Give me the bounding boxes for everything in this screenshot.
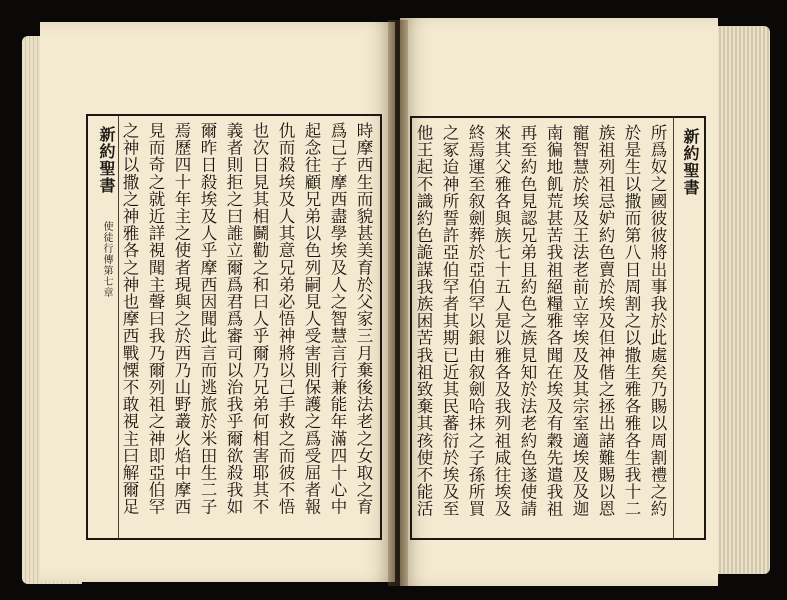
text-column: 爲己子摩西盡學埃及人之智慧言行兼能年滿四十心中: [328, 122, 347, 516]
left-spine-label: [90, 126, 118, 536]
text-column: 爾昨日殺埃及人乎摩西因聞此言而逃旅於米田生二子: [198, 122, 217, 516]
left-book-title: 新約聖書: [97, 126, 116, 194]
left-chapter-label: 使徒行傳第七章: [101, 221, 112, 298]
text-column: 起念往顧兄弟以色列嗣見人受害則保護之爲受屈者報: [302, 122, 321, 516]
text-column: 也次日見其相鬭勸之和曰人乎爾乃兄弟何相害耶其不: [250, 122, 269, 516]
right-text-frame: [410, 116, 706, 540]
column-rule: [673, 118, 674, 538]
text-column: 他王起不識約色詭謀我族困苦我祖致棄其孩使不能活: [414, 124, 433, 518]
text-column: 再至約色見認兄弟且約色之族見知於法老約色遂使請: [518, 124, 537, 518]
text-column: 寵智慧於埃及王法老前立宰埃及及其宗室適埃及及迦: [570, 124, 589, 518]
text-column: 義者則拒之曰誰立爾爲君爲審司以治我乎爾欲殺我如: [224, 122, 243, 516]
left-text-frame: [86, 114, 382, 540]
book-gutter: [388, 20, 408, 586]
right-book-title: 新約聖書: [681, 128, 700, 196]
text-column: 之冢迨神所誓許亞伯罕者其期已近其民蕃衍於埃及至: [440, 124, 459, 518]
text-column: 來其父雅各與族七十五人是以雅各及我列祖咸往埃及: [492, 124, 511, 518]
text-column: 終焉運至叙劍葬於亞伯罕以銀由叙劍哈抹之子孫所買: [466, 124, 485, 518]
text-column: 之神以撒之神雅各之神也摩西戰慄不敢視主曰解爾足: [120, 122, 139, 516]
text-column: 時摩西生而貌甚美育於父家三月棄後法老之女取之育: [354, 122, 373, 516]
right-spine-label: [674, 128, 702, 538]
text-column: 焉歷四十年主之使者現與之於西乃山野叢火焰中摩西: [172, 122, 191, 516]
text-column: 仇而殺埃及人其意兄弟必悟神將以己手救之而彼不悟: [276, 122, 295, 516]
text-column: 於是生以撒而第八日周割之以撒生雅各雅各生我十二: [622, 124, 641, 518]
text-column: 所爲奴之國彼彼將出事我於此處矣乃賜以周割禮之約: [648, 124, 667, 518]
text-column: 見而奇之就近詳視聞主聲曰我乃爾列祖之神即亞伯罕: [146, 122, 165, 516]
text-column: 族祖列祖忌妒約色賣於埃及但神偕之拯出諸難賜以恩: [596, 124, 615, 518]
text-column: 南徧地飢荒甚苦我祖絕糧雅各聞在埃及有穀先遣我祖: [544, 124, 563, 518]
